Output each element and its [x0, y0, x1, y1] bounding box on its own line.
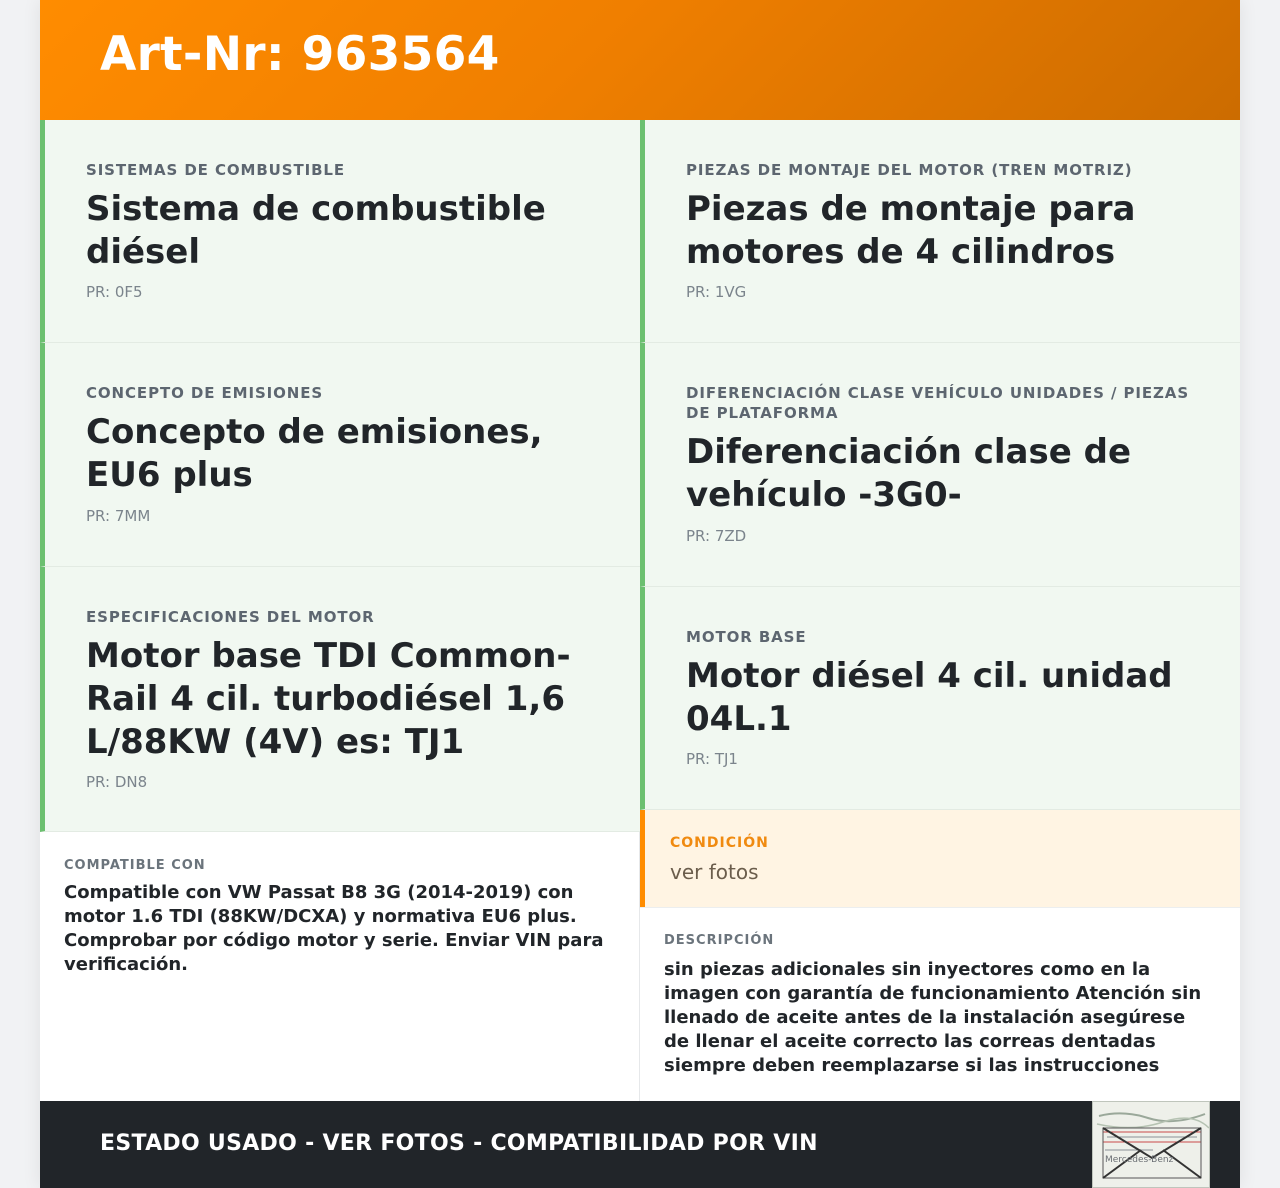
spec-card-pr-code: PR: 7MM: [86, 507, 151, 525]
footer-bar: [40, 1101, 1240, 1188]
spec-card-pr-code: PR: DN8: [86, 773, 148, 791]
compatibility-box: [40, 832, 639, 1101]
spec-card-fuel-system: [40, 120, 640, 343]
footer-status-text: ESTADO USADO - VER FOTOS - COMPATIBILIDAD POR VIN: [100, 1131, 818, 1156]
spec-card-base-engine: [640, 587, 1240, 810]
description-label: DESCRIPCIÓN: [664, 933, 775, 948]
description-box: [640, 907, 1240, 1101]
spec-card-label: ESPECIFICACIONES DEL MOTOR: [86, 608, 375, 626]
spec-card-emissions: [40, 343, 640, 567]
spec-card-pr-code: PR: 7ZD: [686, 527, 747, 545]
article-number-title: Art-Nr: 963564: [100, 27, 500, 82]
spec-card-value: Concepto de emisiones, EU6 plus: [86, 412, 543, 495]
spec-card-pr-code: PR: 0F5: [86, 283, 143, 301]
spec-card-label: CONCEPTO DE EMISIONES: [86, 384, 324, 402]
spec-card-pr-code: PR: 1VG: [686, 283, 747, 301]
spec-card-value: Piezas de montaje para motores de 4 cilindros: [686, 189, 1136, 272]
product-sheet: [40, 0, 1240, 1188]
spec-card-label: SISTEMAS DE COMBUSTIBLE: [86, 161, 346, 179]
spec-card-value: Sistema de combustible diésel: [86, 189, 546, 272]
compatibility-text: Compatible con VW Passat B8 3G (2014-2019) con motor 1.6 TDI (88KW/DCXA) y normativa EU6 plus. Comprobar por código motor y serie. Enviar VIN para verificación.: [64, 882, 604, 975]
spec-card-label: DIFERENCIACIÓN CLASE VEHÍCULO UNIDADES / PIEZAS DE PLATAFORMA: [686, 384, 1190, 422]
description-text: sin piezas adicionales sin inyectores como en la imagen con garantía de funcionamiento Atención sin llenado de aceite antes de la instalación asegúrese de llenar el aceite correcto las correas dentadas siempre deben reemplazarse si las instrucciones: [664, 959, 1202, 1076]
thumbnail-brand-text: Mercedes-Benz: [1105, 1155, 1174, 1165]
condition-value: ver fotos: [670, 860, 759, 884]
spec-card-engine-specs: [40, 567, 640, 832]
spec-card-pr-code: PR: TJ1: [686, 750, 738, 768]
spec-card-label: PIEZAS DE MONTAJE DEL MOTOR (TREN MOTRIZ): [686, 161, 1133, 179]
spec-card-value: Motor base TDI Common-Rail 4 cil. turbodiésel 1,6 L/88KW (4V) es: TJ1: [86, 636, 571, 762]
compatibility-label: COMPATIBLE CON: [64, 858, 206, 873]
spec-card-engine-mounting: [640, 120, 1240, 343]
document-thumbnail[interactable]: [1092, 1101, 1210, 1188]
condition-box: [640, 810, 1240, 907]
condition-label: CONDICIÓN: [670, 835, 769, 851]
document-thumbnail-image: [1093, 1102, 1210, 1188]
spec-card-value: Diferenciación clase de vehículo -3G0-: [686, 432, 1132, 515]
spec-card-value: Motor diésel 4 cil. unidad 04L.1: [686, 656, 1173, 739]
spec-card-label: MOTOR BASE: [686, 628, 807, 646]
header-banner: [40, 0, 1240, 120]
spec-card-vehicle-class: [640, 343, 1240, 587]
